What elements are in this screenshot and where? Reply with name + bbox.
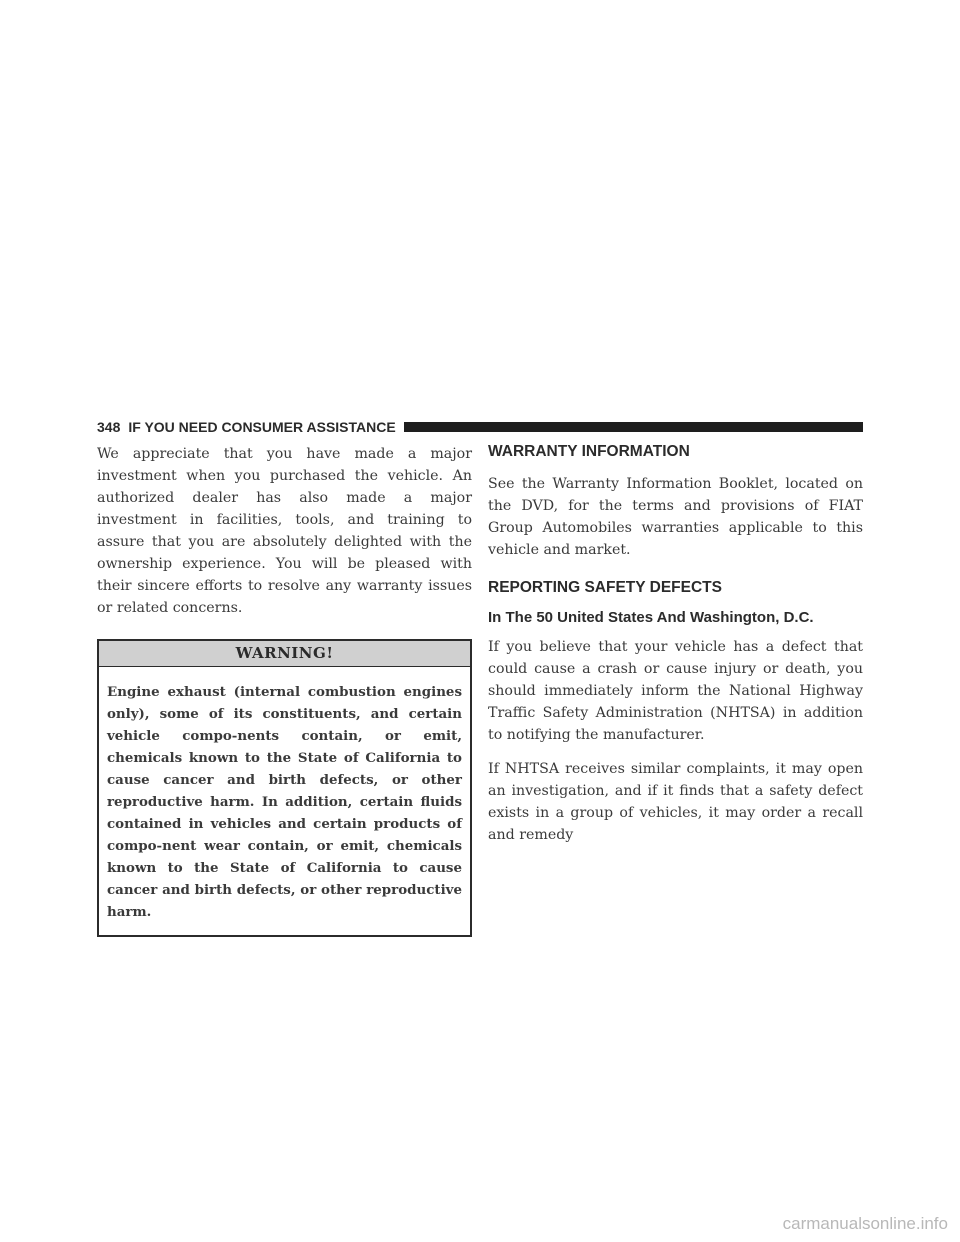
warranty-paragraph: See the Warranty Information Booklet, located on the DVD, for the terms and provisions of FIAT Group Automobiles warranties applicable to this vehicle and market. [488, 476, 863, 558]
section-title: IF YOU NEED CONSUMER ASSISTANCE [128, 419, 396, 435]
defect-paragraph-1: If you believe that your vehicle has a defect that could cause a crash or cause injury or death, you should immediately inform the National Highway Traffic Safety Administration (NHTSA) in addition to notifying the manufacturer. [488, 639, 863, 743]
page-header [97, 416, 863, 438]
warranty-heading: WARRANTY INFORMATION [488, 443, 690, 460]
defects-heading: REPORTING SAFETY DEFECTS [488, 579, 722, 596]
right-column [488, 443, 863, 858]
page-number: 348 [97, 419, 121, 435]
left-column [97, 443, 472, 937]
header-rule [404, 422, 863, 432]
us-subheading: In The 50 United States And Washington, D.C. [488, 609, 814, 626]
warning-text: Engine exhaust (internal combustion engines only), some of its constituents, and certain vehicle compo-nents contain, or emit, chemicals known to the State of California to cause cancer and birth defects, or other reproductive harm. In addition, certain fluids contained in vehicles and certain products of compo-nent wear contain, or emit, chemicals known to the State of California to cause cancer and birth defects, or other reproductive harm. [107, 684, 462, 920]
intro-paragraph: We appreciate that you have made a major investment when you purchased the vehicle. An authorized dealer has also made a major investment in facilities, tools, and training to assure that you are absolutely delighted with the ownership experience. You will be pleased with their sincere efforts to resolve any warranty issues or related concerns. [97, 446, 472, 616]
warning-title: WARNING! [99, 641, 470, 667]
defect-paragraph-2: If NHTSA receives similar complaints, it may open an investigation, and if it finds that a safety defect exists in a group of vehicles, it may order a recall and remedy [488, 761, 863, 843]
warning-box [97, 639, 472, 937]
watermark-link[interactable]: carmanualsonline.info [782, 1214, 948, 1233]
